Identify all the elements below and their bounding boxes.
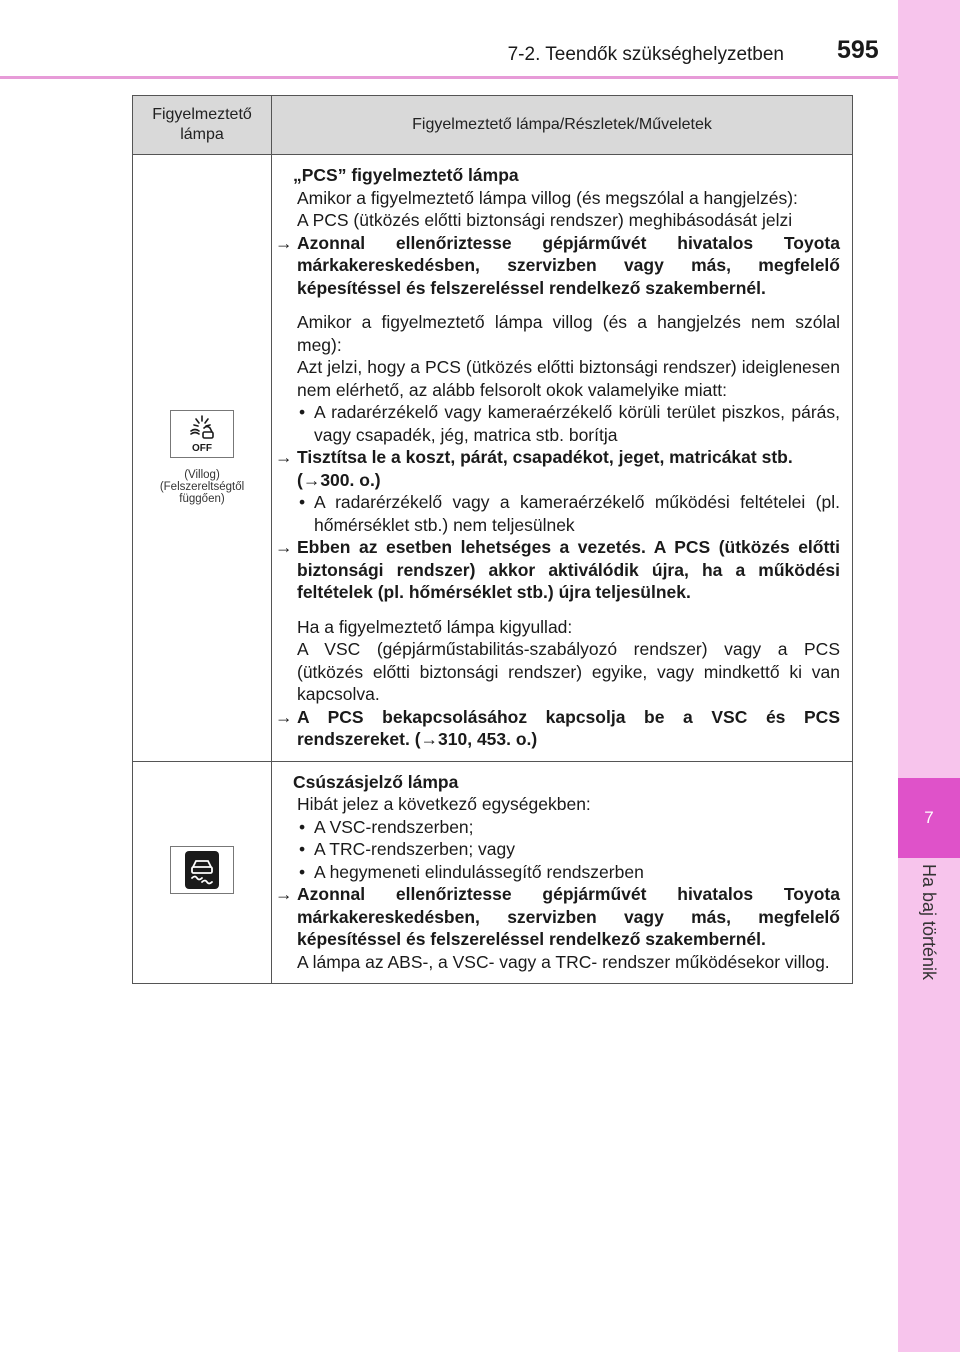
action-text: Tisztítsa le a koszt, párát, csapadékot, jeget, matricákat stb. <box>297 447 793 467</box>
paragraph: A PCS (ütközés előtti biztonsági rendszer) meghibásodását jelzi <box>297 210 793 230</box>
paragraph: A VSC (gépjárműstabilitás-szabályozó rendszer) vagy a PCS (ütközés előtti biztonsági rendszer) egyike, vagy mindkettő ki van kapcsolva. <box>297 639 840 704</box>
action-item <box>275 883 840 951</box>
arrow-icon: → <box>275 232 293 253</box>
bullet-text: A hegymeneti elindulássegítő rendszerben <box>314 861 644 882</box>
paragraph: Amikor a figyelmeztető lámpa villog (és megszólal a hangjelzés): <box>297 187 798 208</box>
lamp-icon-cell <box>133 155 272 762</box>
bullet-item: • A VSC-rendszerben; <box>299 816 474 837</box>
header-lamp: Figyelmeztető lámpa <box>133 96 272 155</box>
action-text: Azonnal ellenőriztesse gépjárművét hivatalos Toyota márkakereskedésben, szervizben vagy más, megfelelő képesítéssel és felszereléssel rendelkező szakembernél. <box>297 232 840 298</box>
action-item <box>275 706 840 751</box>
action-text: Ebben az esetben lehetséges a vezetés. A PCS (ütközés előtti biztonsági rendszer) akkor aktiválódik újra, ha a működési feltételek (pl. hőmérséklet stb.) újra teljesülnek. <box>297 537 840 602</box>
action-text: A PCS bekapcsolásához kapcsolja be a VSC és PCS rendszereket. (→310, 453. o.) <box>297 706 840 749</box>
paragraph: Azt jelzi, hogy a PCS (ütközés előtti biztonsági rendszer) ideiglenesen nem elérhető, az alább felsorolt okok valamelyike miatt: <box>297 357 840 400</box>
table-row <box>133 761 853 984</box>
section-title: 7-2. Teendők szükséghelyzetben <box>507 44 784 65</box>
lamp-icon-cell <box>133 761 272 984</box>
bullet-text: A TRC-rendszerben; vagy <box>314 839 516 859</box>
bullet-item: • A hegymeneti elindulássegítő rendszerben <box>299 861 644 882</box>
bullet-text: A radarérzékelő vagy kameraérzékelő körüli terület piszkos, párás, vagy csapadék, jég, matrica stb. borítja <box>314 402 840 445</box>
pcs-off-label: OFF <box>192 443 212 455</box>
bullet-item: • A TRC-rendszerben; vagy <box>299 839 516 859</box>
icon-caption <box>134 469 270 505</box>
bullet-text: A radarérzékelő vagy a kameraérzékelő működési feltételei (pl. hőmérséklet stb.) nem teljesülnek <box>314 492 840 535</box>
warning-lamp-table <box>132 95 853 984</box>
arrow-icon: → <box>275 447 293 467</box>
page-header <box>0 0 960 80</box>
action-text: Azonnal ellenőriztesse gépjárművét hivatalos Toyota márkakereskedésben, szervizben vagy más, megfelelő képesítéssel és felszereléssel rendelkező szakembernél. <box>297 884 840 949</box>
arrow-icon: → <box>275 706 293 727</box>
caption-line: függően) <box>179 493 225 506</box>
action-item <box>275 232 840 300</box>
table-header-row <box>133 96 853 155</box>
header-details: Figyelmeztető lámpa/Részletek/Műveletek <box>272 96 853 155</box>
slip-indicator-icon <box>170 846 234 894</box>
paragraph: Hibát jelez a következő egységekben: <box>297 794 591 814</box>
lamp-title: Csúszásjelző lámpa <box>293 771 459 792</box>
page-reference: (→300. o.) <box>297 469 381 490</box>
paragraph: Ha a figyelmeztető lámpa kigyullad: <box>297 616 573 637</box>
bullet-text: A VSC-rendszerben; <box>314 816 474 837</box>
lamp-details-cell <box>272 155 853 762</box>
caption-line: (Villog) <box>184 469 220 482</box>
caption-line: (Felszereltségtől <box>159 481 245 494</box>
chapter-title: Ha baj történik <box>919 864 939 981</box>
action-item <box>275 446 840 491</box>
paragraph: Amikor a figyelmeztető lámpa villog (és a hangjelzés nem szólal meg): <box>297 312 840 355</box>
chapter-number: 7 <box>898 778 960 858</box>
bullet-item: • A radarérzékelő vagy a kameraérzékelő működési feltételei (pl. hőmérséklet stb.) nem teljesülnek <box>299 492 840 535</box>
header-divider <box>0 76 898 79</box>
arrow-icon: → <box>275 537 293 557</box>
page-number: 595 <box>837 36 879 64</box>
arrow-icon: → <box>275 884 293 904</box>
pcs-off-warning-icon <box>170 410 234 458</box>
bullet-item: • A radarérzékelő vagy kameraérzékelő körüli terület piszkos, párás, vagy csapadék, jég, matrica stb. borítja <box>299 402 840 445</box>
lamp-title: „PCS” figyelmeztető lámpa <box>293 165 519 185</box>
action-item <box>275 536 840 604</box>
table-row <box>133 155 853 762</box>
chapter-side-tab <box>898 0 960 1352</box>
paragraph: A lámpa az ABS-, a VSC- vagy a TRC- rendszer működésekor villog. <box>297 951 830 972</box>
lamp-details-cell <box>272 761 853 984</box>
